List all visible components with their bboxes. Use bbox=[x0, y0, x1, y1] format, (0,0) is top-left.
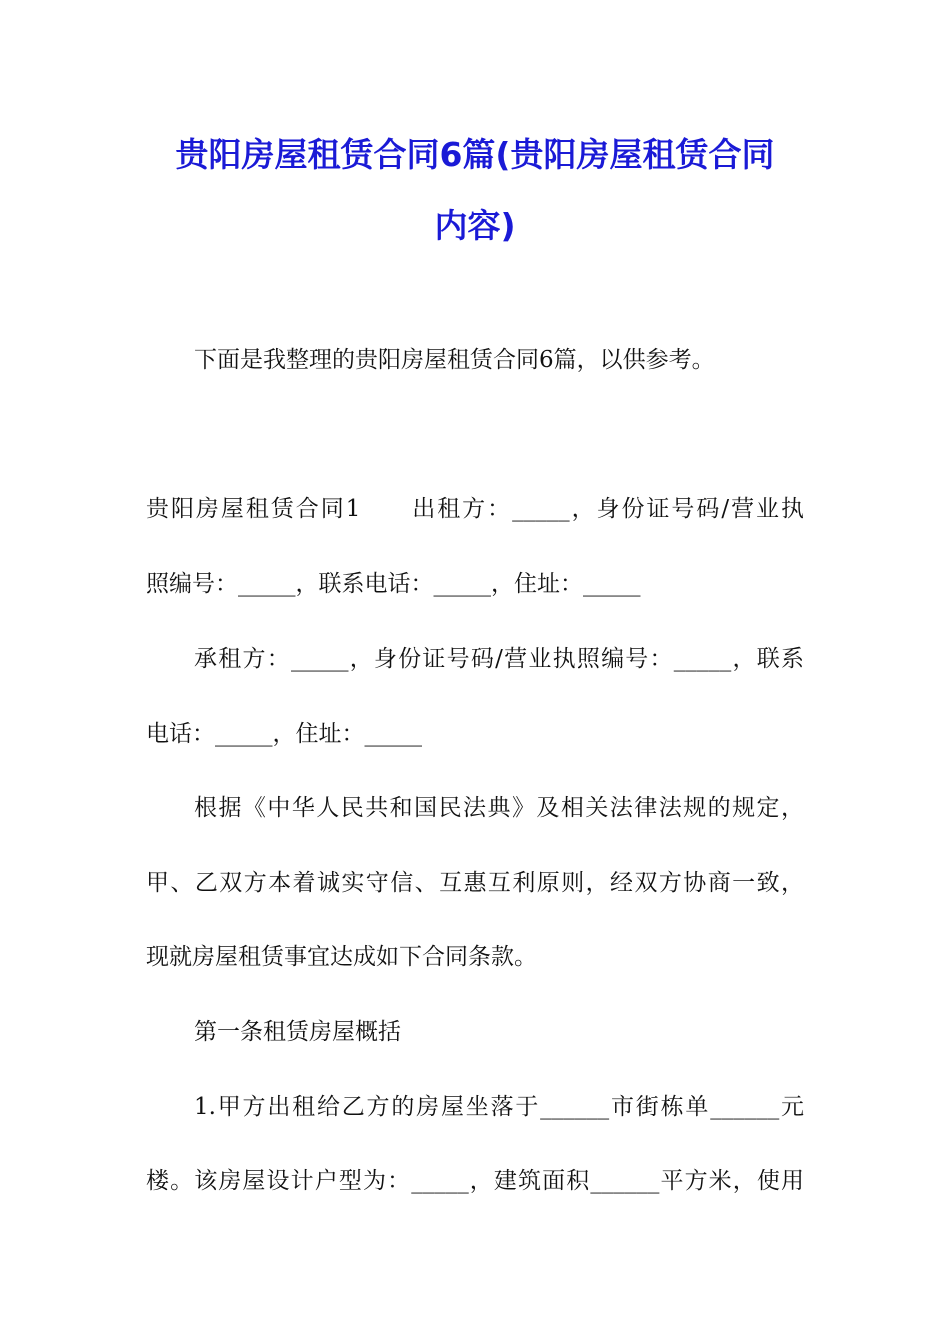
section-heading-article-1: 第一条租赁房屋概括 bbox=[194, 1019, 401, 1045]
body-line-2: 照编号：_____，联系电话：_____，住址：_____ bbox=[146, 571, 641, 597]
document-title-line-2: 内容) bbox=[434, 206, 516, 245]
document-title-line-1: 贵阳房屋租赁合同6篇(贵阳房屋租赁合同 bbox=[175, 135, 775, 174]
intro-paragraph: 下面是我整理的贵阳房屋租赁合同6篇，以供参考。 bbox=[194, 347, 715, 373]
body-line-4: 电话：_____，住址：_____ bbox=[146, 721, 422, 747]
body-line-9: 1.甲方出租给乙方的房屋坐落于______市街栋单______元 bbox=[194, 1094, 804, 1120]
body-line-7: 现就房屋租赁事宜达成如下合同条款。 bbox=[146, 944, 537, 970]
body-line-6: 甲、乙双方本着诚实守信、互惠互利原则，经双方协商一致， bbox=[146, 870, 804, 896]
body-line-10: 楼。该房屋设计户型为：_____，建筑面积______平方米，使用 bbox=[146, 1168, 804, 1194]
body-line-5: 根据《中华人民共和国民法典》及相关法律法规的规定， bbox=[194, 795, 804, 821]
body-line-1: 贵阳房屋租赁合同1 出租方：_____，身份证号码/营业执 bbox=[146, 496, 804, 522]
body-line-3: 承租方：_____，身份证号码/营业执照编号：_____，联系 bbox=[194, 646, 804, 672]
